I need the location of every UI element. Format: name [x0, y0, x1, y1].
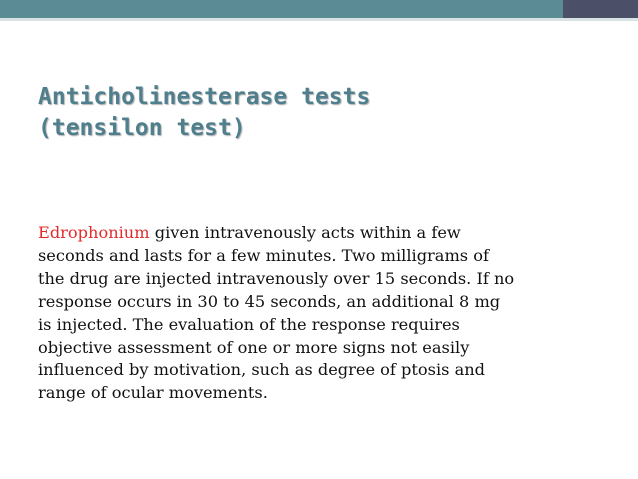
body-line-6: objective assessment of one or more signs not easily [38, 337, 470, 357]
body-line-2: seconds and lasts for a few minutes. Two milligrams of [38, 245, 489, 265]
body-line-4: response occurs in 30 to 45 seconds, an additional 8 mg [38, 291, 501, 311]
slide-title [38, 82, 598, 144]
body-line-1-rest: given intravenously acts within a few [149, 223, 461, 242]
body-line-3: the drug are injected intravenously over 15 seconds. If no [38, 268, 515, 288]
slide-title-line-2: (tensilon test) [38, 115, 246, 141]
top-bar-teal-segment [0, 0, 563, 18]
body-line-8: range of ocular movements. [38, 383, 268, 403]
slide-body [38, 222, 608, 405]
body-line-5: is injected. The evaluation of the response requires [38, 314, 460, 334]
body-line-7: influenced by motivation, such as degree of ptosis and [38, 360, 486, 380]
top-bar-dark-segment [563, 0, 638, 18]
top-decorative-bar [0, 0, 638, 18]
slide-title-line-1: Anticholinesterase tests [38, 84, 371, 110]
top-bar-underline [0, 18, 638, 21]
highlight-term-edrophonium: Edrophonium [38, 223, 150, 242]
body-line-1 [38, 222, 608, 245]
